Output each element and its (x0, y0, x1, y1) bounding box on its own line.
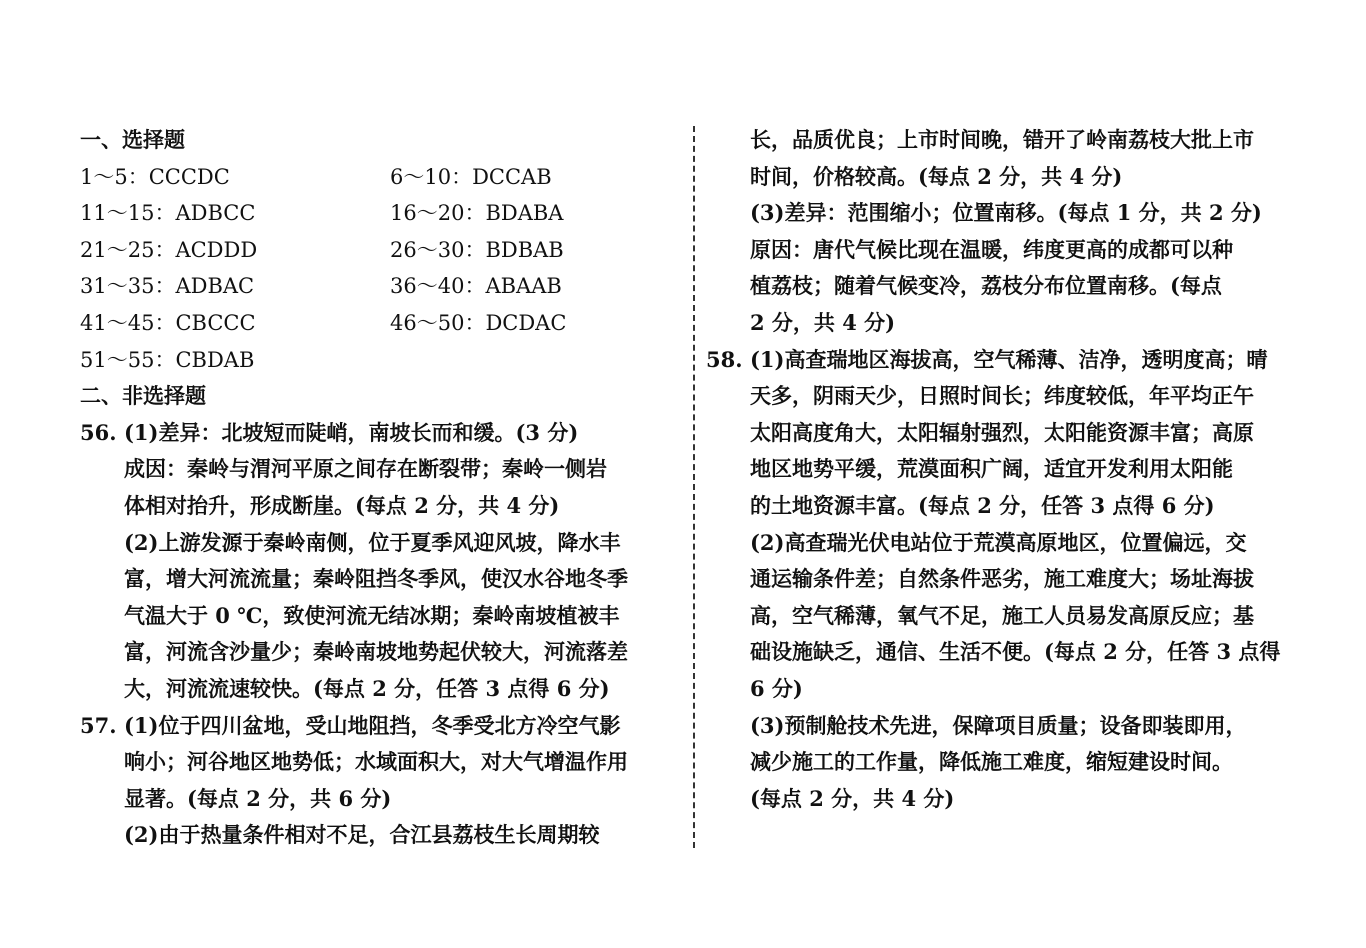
question-number: 58. (706, 346, 743, 372)
answer-line: 地区地势平缓，荒漠面积广阔，适宜开发利用太阳能 (750, 456, 1233, 482)
section-heading-multiple-choice: 一、选择题 (80, 127, 185, 152)
answer-line: 通运输条件差；自然条件恶劣，施工难度大；场址海拔 (750, 566, 1254, 592)
answer-line: (2)上游发源于秦岭南侧，位于夏季风迎风坡，降水丰 (124, 529, 621, 555)
answer-line: (2)由于热量条件相对不足，合江县荔枝生长周期较 (124, 822, 600, 848)
answer-line: 天多，阴雨天少，日照时间长；纬度较低，年平均正午 (750, 383, 1254, 409)
answer-line: 础设施缺乏，通信、生活不便。(每点 2 分，任答 3 点得 (750, 639, 1281, 665)
answer-line (80, 415, 683, 452)
section-heading-free-response: 二、非选择题 (80, 383, 206, 409)
answer-line: (3)预制舱技术先进，保障项目质量；设备即装即用， (750, 712, 1247, 738)
answer-line: 原因：唐代气候比现在温暖，纬度更高的成都可以种 (750, 236, 1233, 262)
answer-line (80, 708, 683, 745)
answer-line: 植荔枝；随着气候变冷，荔枝分布位置南移。(每点 (750, 273, 1222, 299)
answer-text: (1)高查瑞地区海拔高，空气稀薄、洁净，透明度高；晴 (750, 346, 1268, 372)
answer-group: 26～30：BDBAB (390, 237, 564, 262)
answer-line: 成因：秦岭与渭河平原之间存在断裂带；秦岭一侧岩 (124, 456, 607, 482)
right-column (706, 122, 1310, 817)
answer-line: 高，空气稀薄，氧气不足，施工人员易发高原反应；基 (750, 602, 1254, 628)
answer-group: 36～40：ABAAB (390, 274, 562, 299)
answer-group: 11～15：ADBCC (80, 201, 256, 226)
answer-line: 时间，价格较高。(每点 2 分，共 4 分) (750, 163, 1123, 189)
answer-line: 2 分，共 4 分) (750, 309, 896, 335)
answer-group: 46～50：DCDAC (390, 310, 567, 335)
answer-text: (1)差异：北坡短而陡峭，南坡长而和缓。(3 分) (124, 419, 579, 445)
answer-group: 51～55：CBDAB (80, 347, 255, 372)
answer-line: 的土地资源丰富。(每点 2 分，任答 3 点得 6 分) (750, 492, 1215, 518)
answer-row (80, 305, 683, 342)
answer-line: 减少施工的工作量，降低施工难度，缩短建设时间。 (750, 749, 1233, 775)
answer-line (706, 342, 1310, 379)
answer-line: (2)高查瑞光伏电站位于荒漠高原地区，位置偏远，交 (750, 529, 1247, 555)
answer-group: 41～45：CBCCC (80, 310, 256, 335)
question-number: 57. (80, 712, 117, 738)
answer-group: 21～25：ACDDD (80, 237, 258, 262)
answer-row (80, 268, 683, 305)
answer-line: 长，品质优良；上市时间晚，错开了岭南荔枝大批上市 (750, 127, 1254, 152)
answer-row (80, 195, 683, 232)
left-column (80, 122, 683, 854)
answer-group: 16～20：BDABA (390, 201, 564, 226)
answer-group: 31～35：ADBAC (80, 274, 255, 299)
column-divider (693, 126, 695, 848)
answer-group: 1～5：CCCDC (80, 164, 230, 189)
answer-text: (1)位于四川盆地，受山地阻挡，冬季受北方冷空气影 (124, 712, 621, 738)
answer-line: 大，河流流速较快。(每点 2 分，任答 3 点得 6 分) (124, 675, 610, 701)
answer-group: 6～10：DCCAB (390, 164, 552, 189)
answer-line: (3)差异：范围缩小；位置南移。(每点 1 分，共 2 分) (750, 200, 1262, 226)
answer-line: 富，河流含沙量少；秦岭南坡地势起伏较大，河流落差 (124, 639, 628, 665)
answer-line: 太阳高度角大，太阳辐射强烈，太阳能资源丰富；高原 (750, 419, 1254, 445)
answer-line: 响小；河谷地区地势低；水域面积大，对大气增温作用 (124, 749, 628, 775)
answer-row (80, 159, 683, 196)
answer-line: 富，增大河流流量；秦岭阻挡冬季风，使汉水谷地冬季 (124, 566, 628, 592)
answer-line: (每点 2 分，共 4 分) (750, 785, 955, 811)
question-number: 56. (80, 419, 117, 445)
answer-line: 6 分) (750, 675, 803, 701)
answer-row (80, 232, 683, 269)
answer-line: 显著。(每点 2 分，共 6 分) (124, 785, 392, 811)
answer-line: 体相对抬升，形成断崖。(每点 2 分，共 4 分) (124, 492, 560, 518)
answer-row (80, 342, 683, 379)
answer-line: 气温大于 0 ℃，致使河流无结冰期；秦岭南坡植被丰 (124, 602, 620, 628)
